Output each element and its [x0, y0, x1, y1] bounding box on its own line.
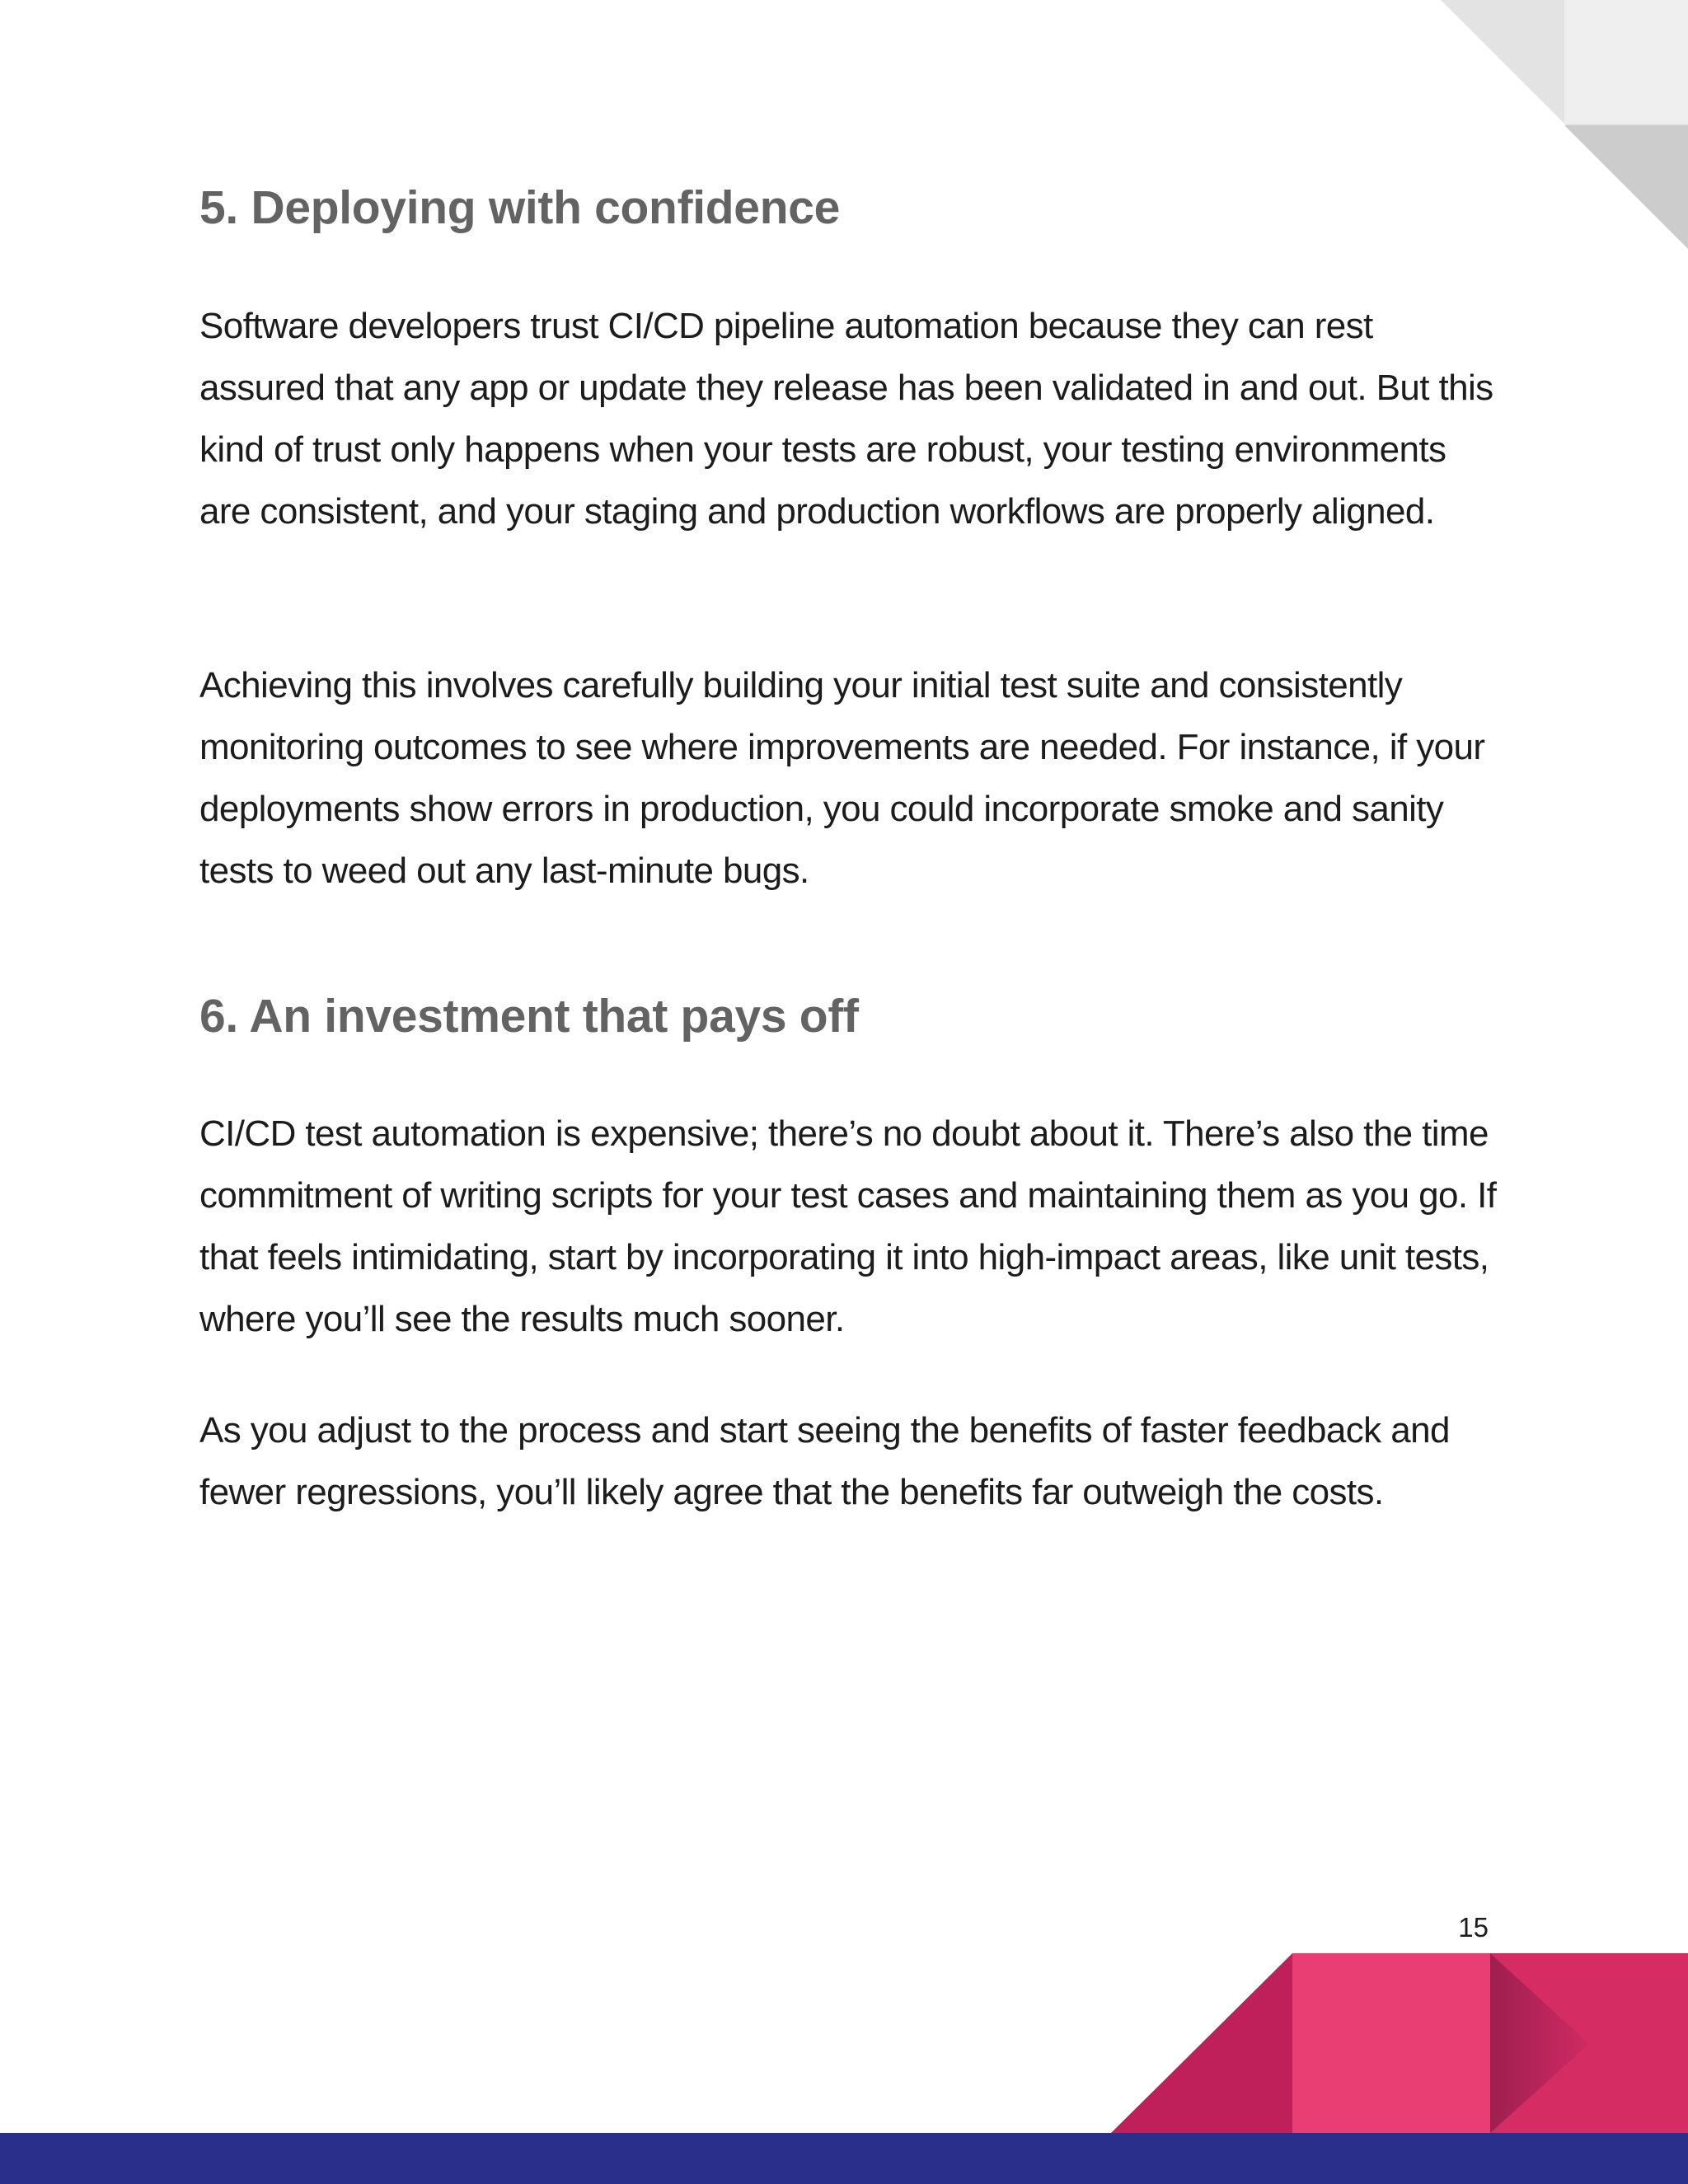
footer-band — [0, 2133, 1688, 2184]
paragraph-investment-1: CI/CD test automation is expensive; there’s no doubt about it. There’s also the time commitment of writing scripts for your test cases and maintaining them as you go. If that feels intimidating, start by incorporating it into high-impact areas, like unit tests, where you’ll see the results much sooner. — [199, 1113, 1497, 1339]
page-number: 15 — [1458, 1912, 1489, 1943]
paragraph-investment-2: As you adjust to the process and start seeing the benefits of faster feedback and fewer regressions, you’ll likely agree that the benefits far outweigh the costs. — [199, 1410, 1450, 1512]
corner-square-lighter — [1564, 0, 1688, 124]
corner-triangle-dark — [1564, 125, 1688, 249]
paragraph-deploying-1: Software developers trust CI/CD pipeline automation because they can rest assured that any app or update they release has been validated in and out. But this kind of trust only happens when your tests are robust, your testing environments are consistent, and your staging and production workflows are properly aligned. — [199, 306, 1493, 532]
paragraph-deploying-2: Achieving this involves carefully building your initial test suite and consistently monitoring outcomes to see where improvements are needed. For instance, if your deployments show errors in production, you could incorporate smoke and sanity tests to weed out any last-minute bugs. — [199, 665, 1485, 891]
pink-triangle-left — [1111, 1953, 1292, 2133]
section-heading-deploying: 5. Deploying with confidence — [199, 181, 841, 234]
section-heading-investment: 6. An investment that pays off — [199, 990, 859, 1043]
pink-block-center — [1292, 1953, 1490, 2133]
top-right-corner-decoration — [1441, 0, 1688, 255]
